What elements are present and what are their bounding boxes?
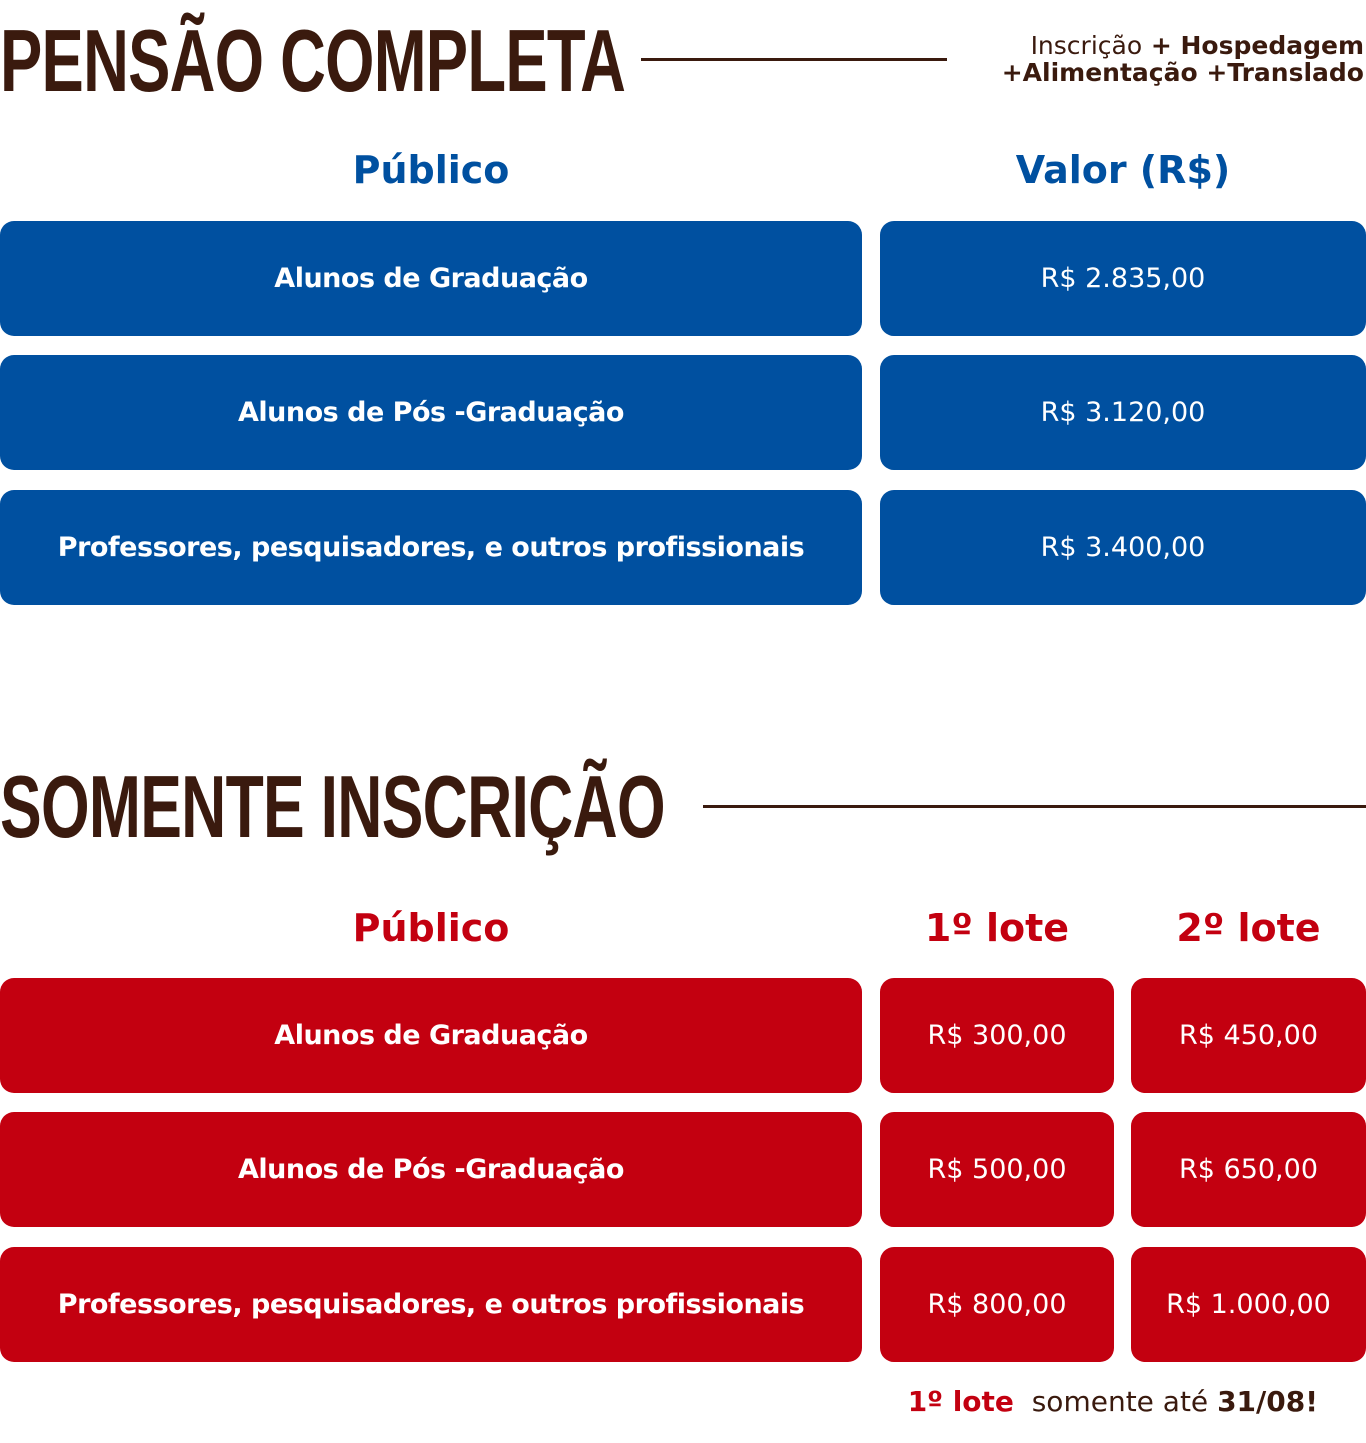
full-board-row-1-public: Alunos de Graduação — [0, 221, 862, 336]
full-board-row-3-value: R$ 3.400,00 — [880, 490, 1366, 605]
registration-header-public: Público — [352, 906, 510, 950]
registration-row-1-lot1: R$ 300,00 — [880, 978, 1114, 1093]
lot1-deadline-note — [908, 1385, 1318, 1418]
full-board-header-public: Público — [352, 148, 510, 192]
full-board-row-2-public: Alunos de Pós -Graduação — [0, 355, 862, 470]
deadline-date: 31/08! — [1217, 1385, 1318, 1418]
registration-row-1-public: Alunos de Graduação — [0, 978, 862, 1093]
registration-row-2-public: Alunos de Pós -Graduação — [0, 1112, 862, 1227]
registration-row-3-lot2: R$ 1.000,00 — [1131, 1247, 1366, 1362]
registration-row-3-public: Professores, pesquisadores, e outros profissionais — [0, 1247, 862, 1362]
registration-row-2-lot2: R$ 650,00 — [1131, 1112, 1366, 1227]
full-board-row-2-value: R$ 3.120,00 — [880, 355, 1366, 470]
registration-header-lot1: 1º lote — [924, 906, 1070, 950]
full-board-title-rule — [641, 58, 947, 61]
full-board-row-3-public: Professores, pesquisadores, e outros profissionais — [0, 490, 862, 605]
registration-row-3-lot1: R$ 800,00 — [880, 1247, 1114, 1362]
includes-food-transfer: +Alimentação +Translado — [1001, 58, 1364, 87]
full-board-header-value: Valor (R$) — [1015, 148, 1231, 192]
full-board-title: PENSÃO COMPLETA — [0, 11, 626, 110]
registration-header-lot2: 2º lote — [1176, 906, 1321, 950]
includes-lodging: + Hospedagem — [1142, 31, 1364, 60]
includes-registration: Inscrição — [1030, 31, 1143, 60]
registration-row-2-lot1: R$ 500,00 — [880, 1112, 1114, 1227]
deadline-text: somente até — [1013, 1385, 1218, 1418]
full-board-includes — [1002, 32, 1364, 86]
full-board-row-1-value: R$ 2.835,00 — [880, 221, 1366, 336]
registration-row-1-lot2: R$ 450,00 — [1131, 978, 1366, 1093]
deadline-lot-label: 1º lote — [907, 1385, 1014, 1418]
registration-only-title-rule — [703, 805, 1366, 808]
registration-only-title: SOMENTE INSCRIÇÃO — [0, 757, 665, 856]
